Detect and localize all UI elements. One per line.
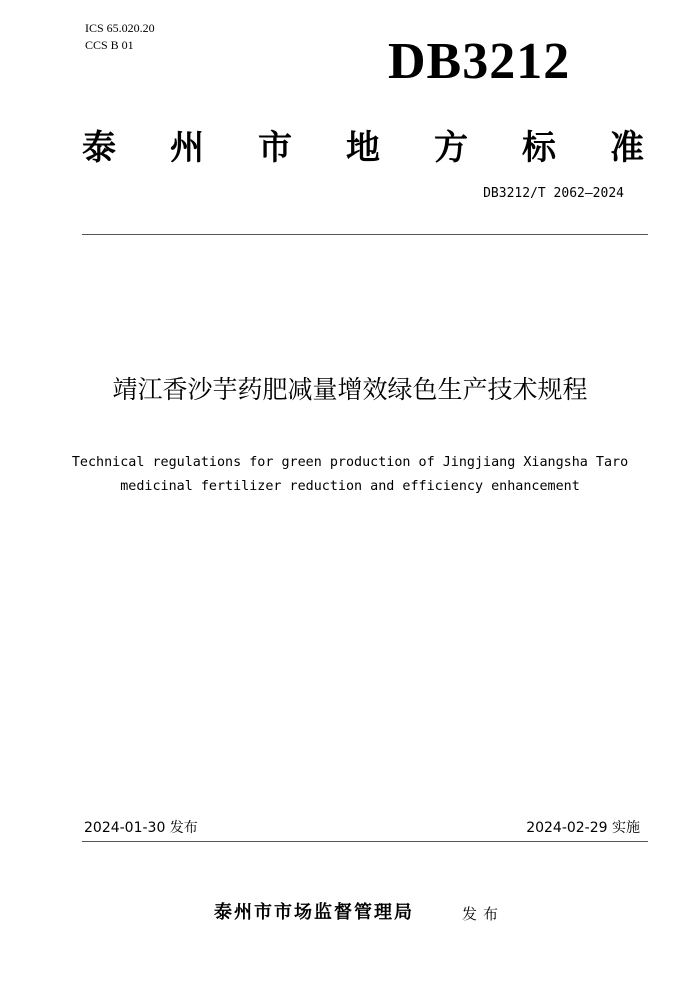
english-title-line-1: Technical regulations for green production of Jingjiang Xiangsha Taro [71,455,629,470]
ccs-code: CCS B 01 [85,38,134,52]
standard-category-title [82,124,644,172]
document-title-chinese: 靖江香沙芋药肥减量增效绿色生产技术规程 [112,375,588,404]
standard-code-logo: DB3212 [388,33,571,90]
standard-title-char: 地 [346,128,380,168]
standard-title-char: 准 [610,128,644,168]
standard-number: DB3212/T 2062—2024 [483,186,624,201]
footer-divider [82,841,648,842]
standard-title-char: 标 [522,128,556,168]
publish-label: 发布 [462,905,505,923]
standard-title-char: 泰 [82,128,116,168]
header-divider [82,234,648,235]
standard-title-char: 州 [170,128,204,168]
standard-title-char: 市 [258,128,292,168]
publisher-name: 泰州市市场监督管理局 [214,902,414,923]
english-title-line-2: medicinal fertilizer reduction and efficiency enhancement [120,479,580,494]
ics-code: ICS 65.020.20 [85,21,155,35]
implementation-date: 2024-02-29 实施 [526,820,640,836]
standard-title-char: 方 [434,128,468,168]
document-title-english [20,451,680,499]
issue-date: 2024-01-30 发布 [84,820,198,836]
